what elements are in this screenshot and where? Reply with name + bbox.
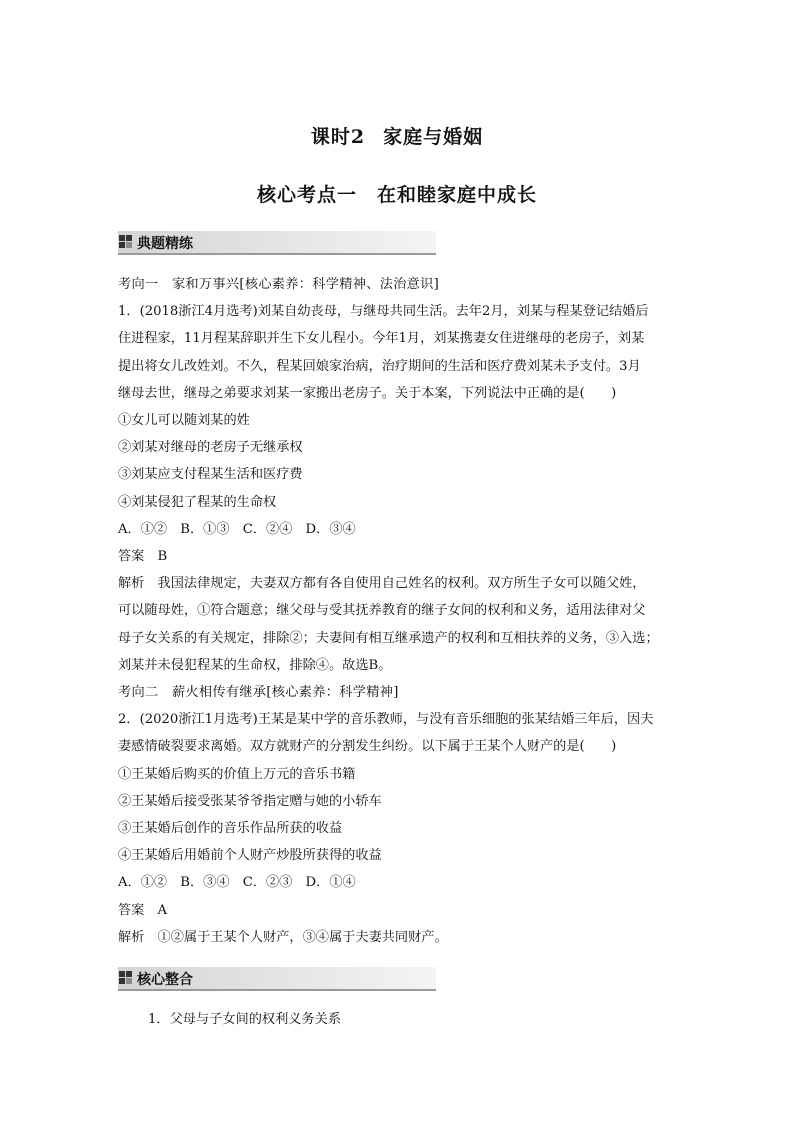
q2-item: ④王某婚后用婚前个人财产炒股所获得的收益 <box>118 848 382 864</box>
section-square-icon <box>119 971 132 985</box>
q2-stem-line: 妻感情破裂要求离婚。双方就财产的分割发生纠纷。以下属于王某个人财产的是( ) <box>118 739 617 755</box>
q1-item: ①女儿可以随刘某的姓 <box>118 413 250 429</box>
lesson-topic: 家庭与婚姻 <box>383 126 484 148</box>
q1-stem-line: 继母去世，继母之弟要求刘某一家搬出老房子。关于本案，下列说法中正确的是( ) <box>118 385 617 401</box>
q1-stem-line: 1．(2018浙江4月选考)刘某自幼丧母，与继母共同生活。去年2月，刘某与程某登记结婚后 <box>118 304 649 320</box>
q1-analysis-line: 可以随母姓，①符合题意；继父母与受其抚养教育的继子女间的权利和义务，适用法律对父 <box>118 603 646 619</box>
integration-item-1: 1．父母与子女间的权利义务关系 <box>148 1012 342 1027</box>
q1-item: ④刘某侵犯了程某的生命权 <box>118 494 277 510</box>
q1-answer: 答案 B <box>118 549 168 565</box>
section-header-integration <box>118 967 436 991</box>
q1-analysis-line: 解析 我国法律规定，夫妻双方都有各自使用自己姓名的权利。双方所生子女可以随父姓， <box>118 576 646 592</box>
q1-direction: 考向一 家和万事兴[核心素养：科学精神、法治意识] <box>118 277 440 292</box>
q2-item: ①王某婚后购买的价值上万元的音乐书籍 <box>118 766 356 782</box>
lesson-number: 课时2 <box>310 126 366 148</box>
q1-item: ②刘某对继母的老房子无继承权 <box>118 440 303 456</box>
q1-options: A．①② B．①③ C．②④ D．③④ <box>118 521 356 537</box>
q1-stem-line: 提出将女儿改姓刘。不久，程某回娘家治病，治疗期间的生活和医疗费刘某未予支付。3月 <box>118 358 641 374</box>
q1-analysis-line: 刘某并未侵犯程某的生命权，排除④。故选B。 <box>118 657 392 673</box>
question-body <box>118 271 678 951</box>
q2-options: A．①② B．③④ C．②③ D．①④ <box>118 875 356 891</box>
section-label-integration: 核心整合 <box>137 972 193 988</box>
section-label-practice: 典题精练 <box>137 236 193 252</box>
q2-direction: 考向二 薪火相传有继承[核心素养：科学精神] <box>118 685 399 701</box>
q2-stem-line: 2．(2020浙江1月选考)王某是某中学的音乐教师，与没有音乐细胞的张某结婚三年后，因夫 <box>118 712 654 728</box>
section-header-practice <box>118 231 436 255</box>
q1-stem-line: 住进程家，11月程某辞职并生下女儿程小。今年1月，刘某携妻女住进继母的老房子，刘某 <box>118 331 645 347</box>
q2-item: ②王某婚后接受张某爷爷指定赠与她的小轿车 <box>118 793 382 809</box>
section-square-icon <box>119 235 132 249</box>
lesson-title <box>0 122 794 149</box>
q1-item: ③刘某应支付程某生活和医疗费 <box>118 467 303 483</box>
q1-analysis-line: 母子女关系的有关规定，排除②；夫妻间有相互继承遗产的权利和互相扶养的义务，③入选； <box>118 630 659 646</box>
q2-analysis-line: 解析 ①②属于王某个人财产，③④属于夫妻共同财产。 <box>118 929 448 945</box>
core-point-title: 核心考点一 在和睦家庭中成长 <box>256 184 537 206</box>
q2-answer: 答案 A <box>118 902 168 918</box>
q2-item: ③王某婚后创作的音乐作品所获的收益 <box>118 821 343 837</box>
